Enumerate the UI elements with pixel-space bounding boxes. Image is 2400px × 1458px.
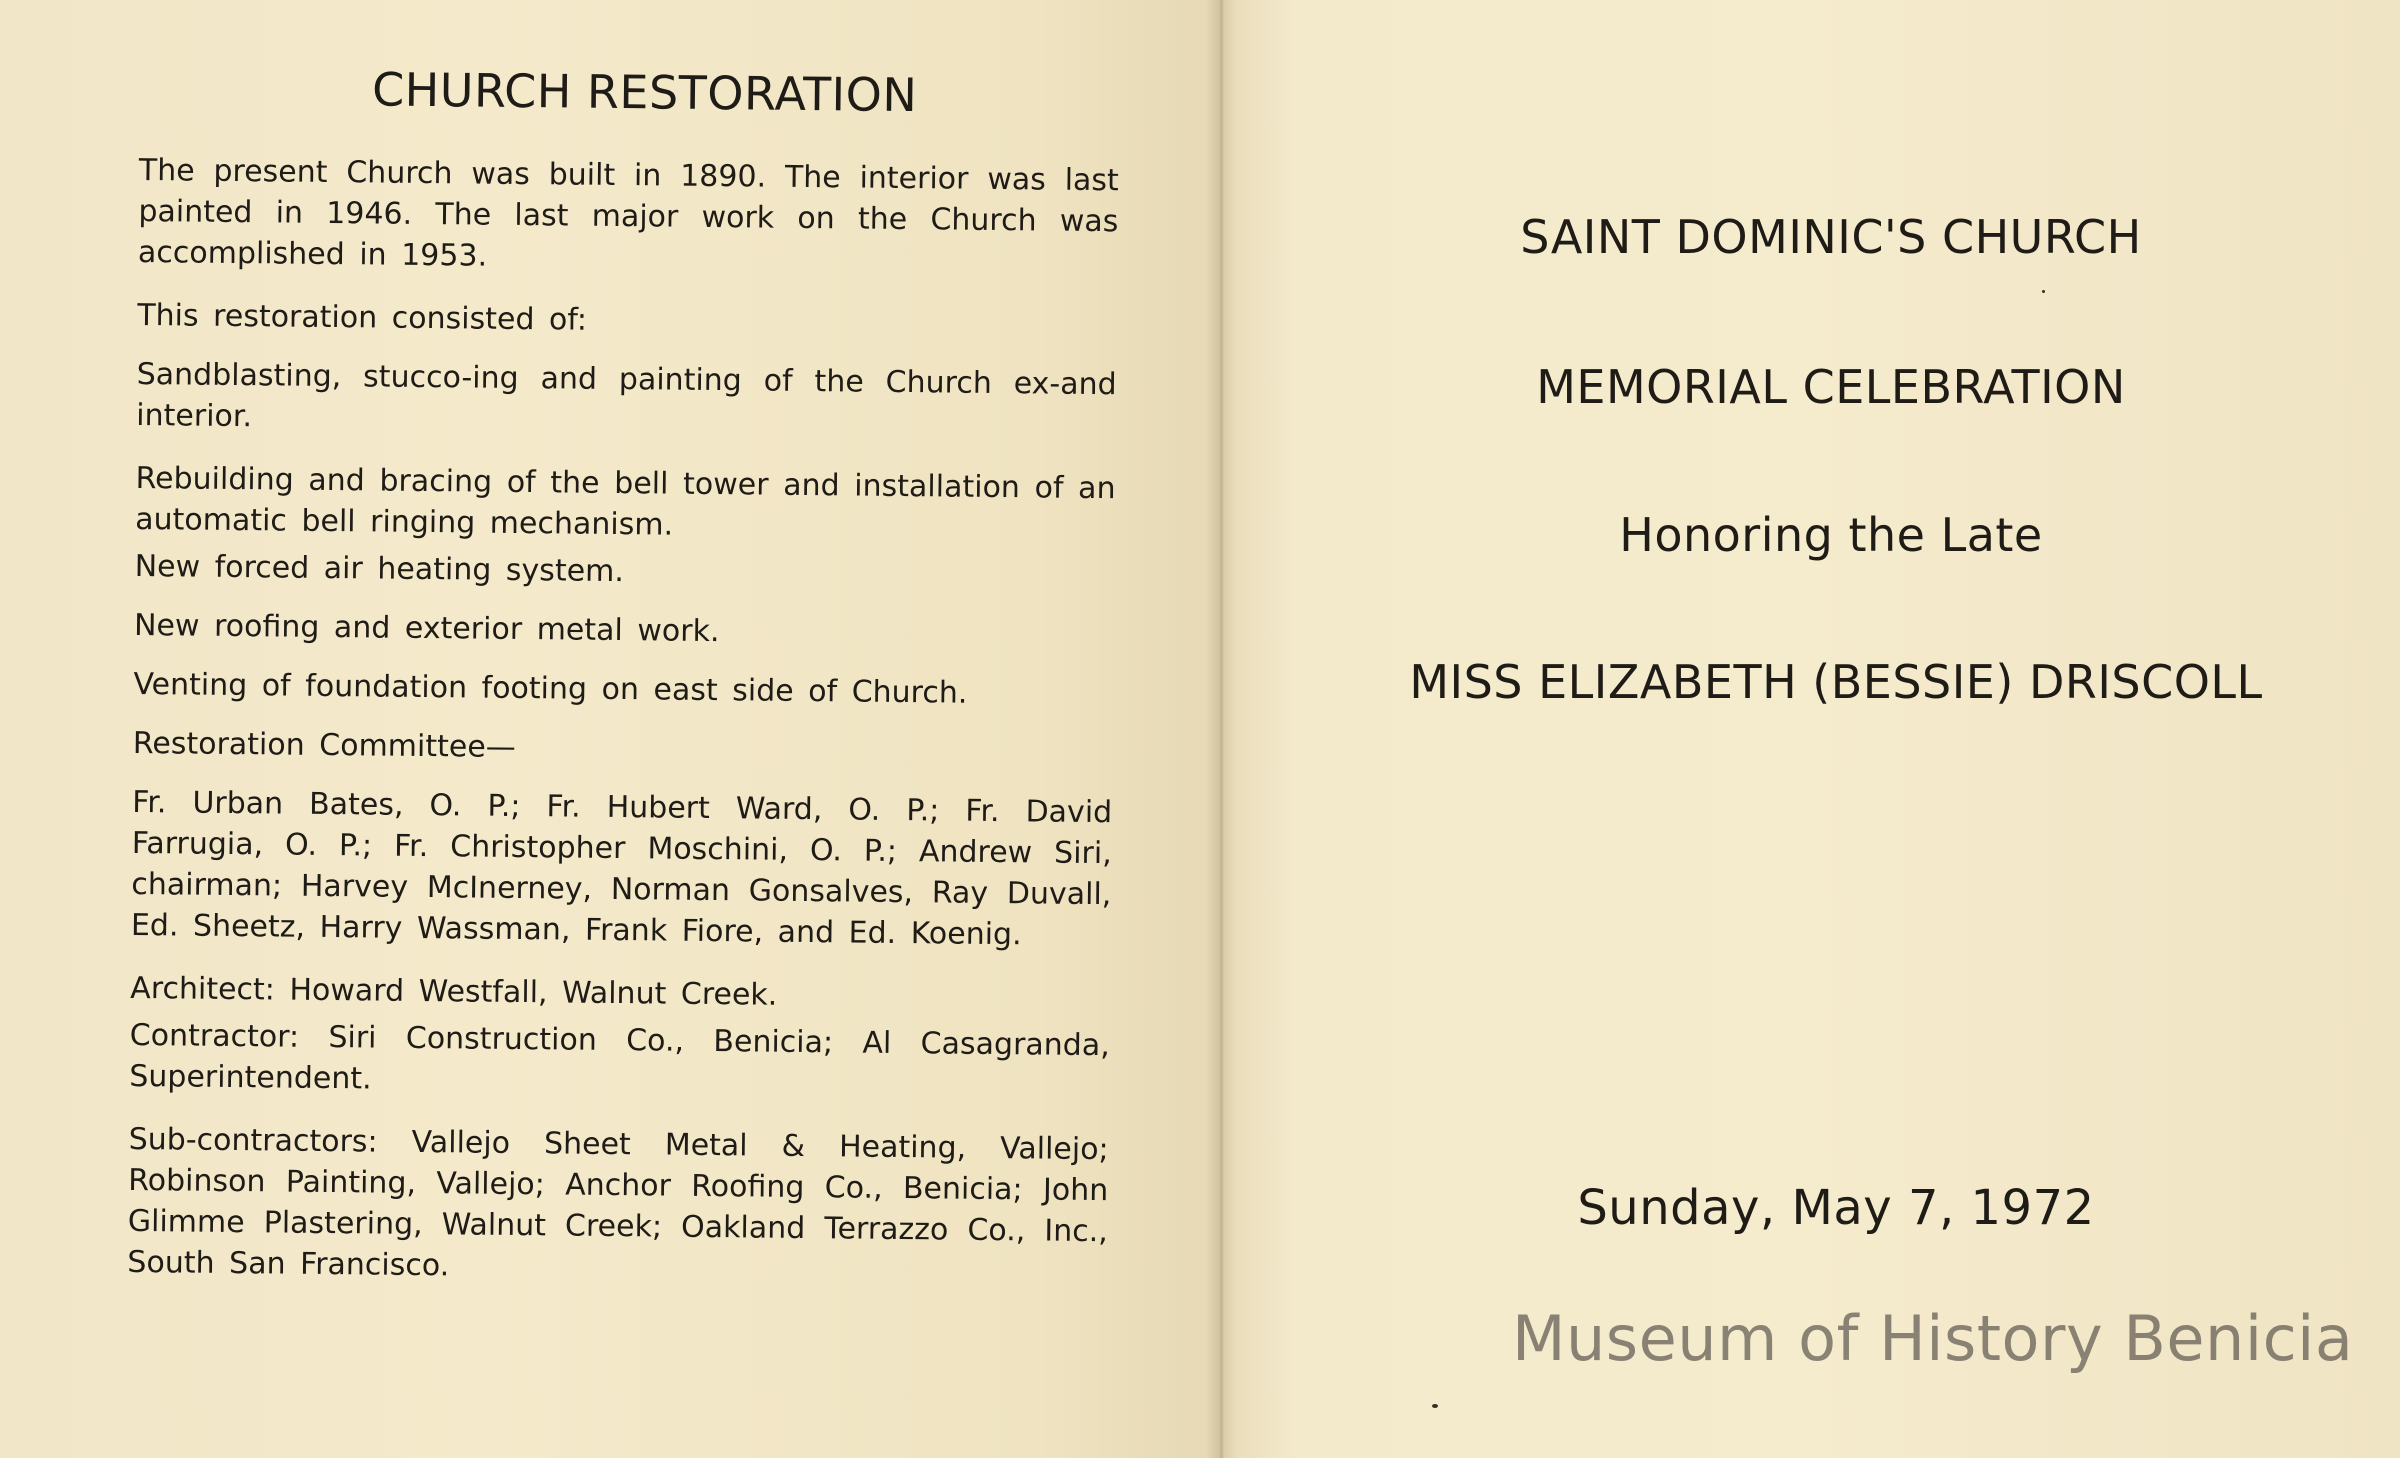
section-title: CHURCH RESTORATION <box>371 62 918 123</box>
restoration-item: Rebuilding and bracing of the bell tower and installation of an automatic bell ringing mechanism. <box>135 460 1116 543</box>
honoree-name: MISS ELIZABETH (BESSIE) DRISCOLL <box>1409 655 2263 709</box>
restoration-section <box>127 60 1120 1315</box>
paper-speck <box>1432 1404 1438 1408</box>
architect-line: Architect: Howard Westfall, Walnut Creek. <box>130 970 778 1013</box>
event-title: MEMORIAL CELEBRATION <box>1536 360 2126 414</box>
committee-heading: Restoration Committee— <box>132 725 516 765</box>
cover-section <box>1222 0 2400 1458</box>
church-name: SAINT DOMINIC'S CHURCH <box>1520 210 2142 264</box>
restoration-item: New forced air heating system. <box>134 548 625 590</box>
restoration-item: New roofing and exterior metal work. <box>133 607 720 650</box>
restoration-intro: This restoration consisted of: <box>137 297 588 338</box>
restoration-item: Sandblasting, stucco-ing and painting of the Church ex-and interior. <box>136 356 1117 435</box>
restoration-item: Venting of foundation footing on east side of Church. <box>133 666 968 711</box>
honoring-line: Honoring the Late <box>1619 508 2043 562</box>
history-paragraph: The present Church was built in 1890. The interior was last painted in 1946. The last major work on the Church was accomplished in 1953. <box>137 152 1119 274</box>
committee-members: Fr. Urban Bates, O. P.; Fr. Hubert Ward, O. P.; Fr. David Farrugia, O. P.; Fr. Christopher Moschini, O. P.; Andrew Siri, chairman; Harvey McInerney, Norman Gonsalves, Ray Duvall, Ed. Sheetz, Harry Wassman, Frank Fiore, and Ed. Koenig. <box>130 784 1113 953</box>
museum-watermark: Museum of History Benicia <box>1512 1302 2354 1375</box>
contractor-line: Contractor: Siri Construction Co., Benicia; Al Casagranda, Superintendent. <box>129 1017 1110 1097</box>
event-date: Sunday, May 7, 1972 <box>1577 1180 2095 1236</box>
paper-speck <box>2042 290 2045 293</box>
subcontractors-paragraph: Sub-contractors: Vallejo Sheet Metal & Heating, Vallejo; Robinson Painting, Vallejo; Anchor Roofing Co., Benicia; John Glimme Plastering, Walnut Creek; Oakland Terrazzo Co., Inc., South San Francisco. <box>127 1121 1109 1284</box>
